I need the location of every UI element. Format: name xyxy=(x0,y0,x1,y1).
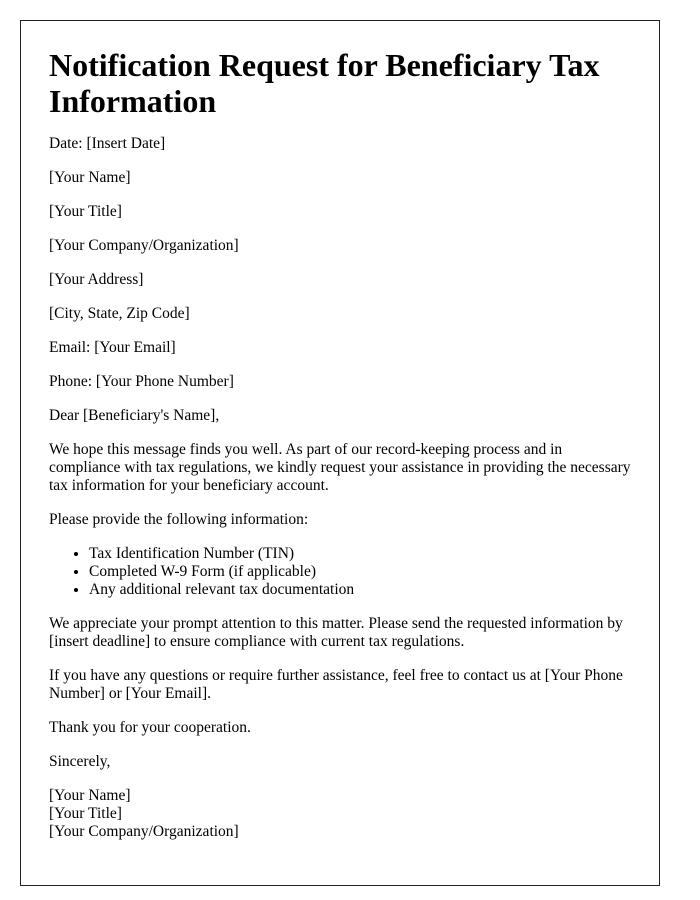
signature-title: [Your Title] xyxy=(49,805,122,822)
list-item: • Completed W-9 Form (if applicable) xyxy=(89,563,631,581)
list-item: • Any additional relevant tax documentation xyxy=(89,581,631,599)
sender-city-state-zip: [City, State, Zip Code] xyxy=(49,305,190,322)
signature-block xyxy=(49,787,631,841)
sender-title: [Your Title] xyxy=(49,203,122,220)
list-item: • Tax Identification Number (TIN) xyxy=(89,545,631,563)
signature-name: [Your Name] xyxy=(49,787,131,804)
sender-address: [Your Address] xyxy=(49,271,144,288)
sender-phone: Phone: [Your Phone Number] xyxy=(49,373,234,390)
sender-name: [Your Name] xyxy=(49,169,131,186)
salutation: Dear [Beneficiary's Name], xyxy=(49,407,220,424)
letter-title: Notification Request for Beneficiary Tax Information xyxy=(49,47,600,119)
date-line: Date: [Insert Date] xyxy=(49,135,166,152)
thanks-line: Thank you for your cooperation. xyxy=(49,719,251,736)
signature-company: [Your Company/Organization] xyxy=(49,823,239,840)
sender-company: [Your Company/Organization] xyxy=(49,237,239,254)
contact-paragraph: If you have any questions or require further assistance, feel free to contact us at [Your Phone Number] or [Your Email]. xyxy=(49,667,623,702)
letter-page xyxy=(20,20,660,886)
sender-email: Email: [Your Email] xyxy=(49,339,176,356)
intro-paragraph: We hope this message finds you well. As part of our record-keeping process and in compliance with tax regulations, we kindly request your assistance in providing the necessary tax information for your beneficiary account. xyxy=(49,441,631,494)
deadline-paragraph: We appreciate your prompt attention to this matter. Please send the requested information by [insert deadline] to ensure compliance with current tax regulations. xyxy=(49,615,623,650)
requested-items-list xyxy=(49,545,631,599)
closing-line: Sincerely, xyxy=(49,753,111,770)
list-intro: Please provide the following information: xyxy=(49,511,309,528)
